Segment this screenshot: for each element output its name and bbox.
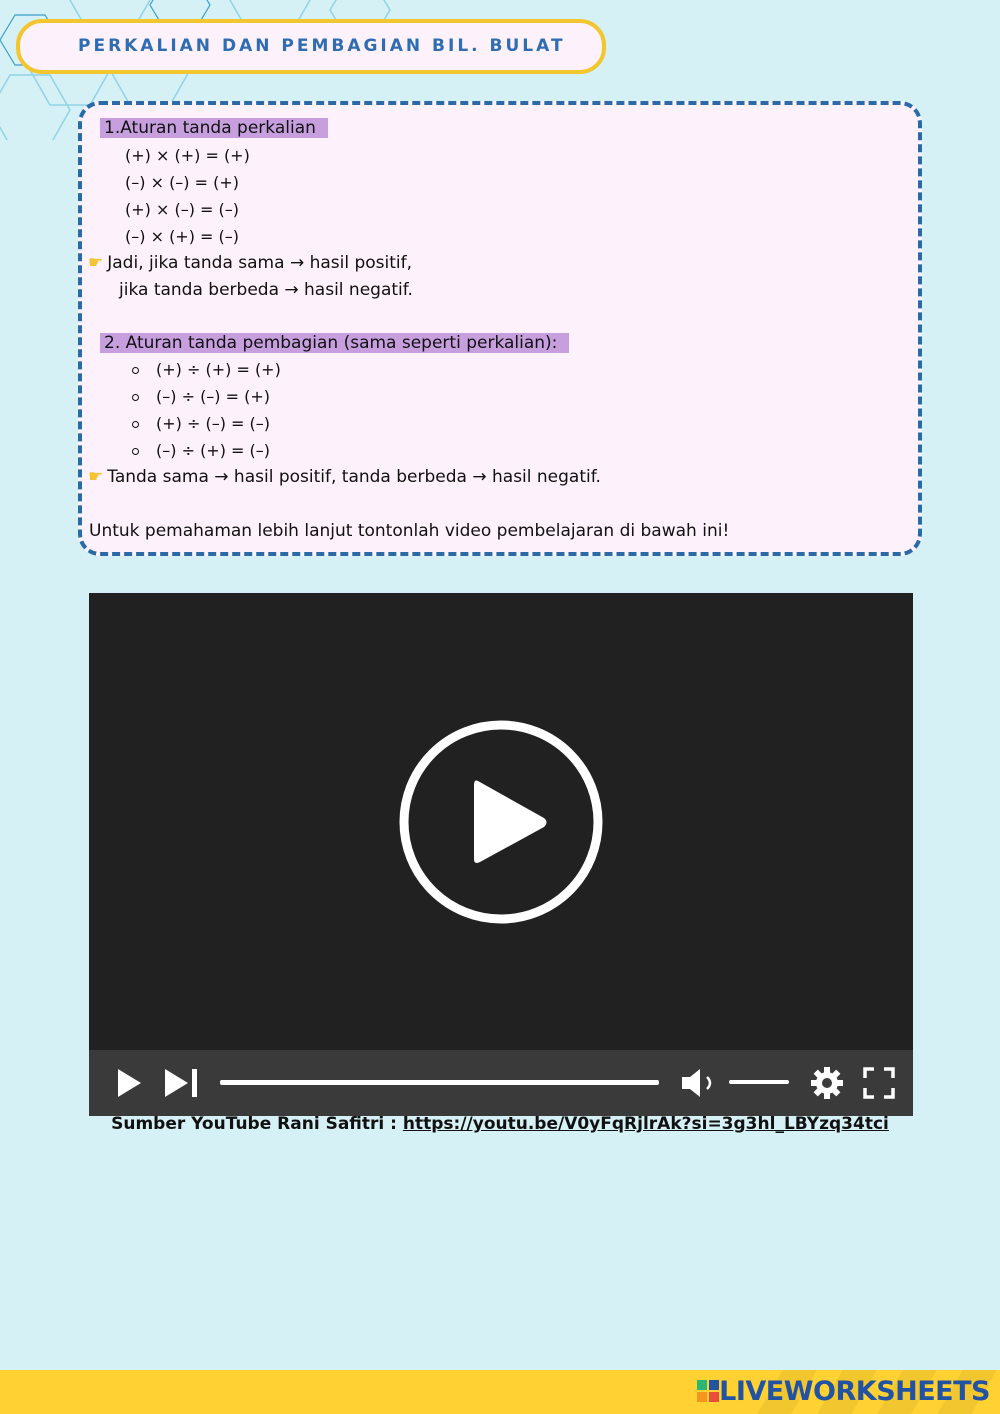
section1-heading-text: 1.Aturan tanda perkalian — [100, 118, 328, 138]
section2-note-text: Tanda sama → hasil positif, tanda berbeda → hasil negatif. — [107, 467, 601, 487]
video-controls — [89, 1050, 913, 1116]
page-title: PERKALIAN DAN PEMBAGIAN BIL. BULAT — [78, 36, 566, 56]
source-link[interactable]: https://youtu.be/V0yFqRjlrAk?si=3g3hl_LBYzq34tci — [402, 1114, 889, 1134]
multiplication-rule: (+) × (–) = (–) — [125, 200, 240, 219]
rules-panel — [78, 101, 922, 556]
multiplication-rule: (–) × (–) = (+) — [125, 173, 240, 192]
footer-brand: LIVEWORKSHEETS — [719, 1375, 990, 1407]
source-label: Sumber YouTube Rani Safitri : — [111, 1114, 403, 1134]
liveworksheets-logo-icon — [697, 1380, 719, 1402]
video-source — [0, 1114, 1000, 1134]
title-banner — [16, 19, 606, 74]
fullscreen-icon[interactable] — [863, 1067, 895, 1099]
section1-note-text: Jadi, jika tanda sama → hasil positif, — [107, 253, 413, 273]
progress-bar[interactable] — [220, 1080, 659, 1085]
play-icon[interactable] — [398, 719, 604, 925]
pointing-hand-icon: ☛ — [88, 467, 104, 487]
multiplication-rule: (+) × (+) = (+) — [125, 146, 250, 165]
section2-note — [88, 465, 601, 489]
division-rule: (–) ÷ (+) = (–) — [156, 441, 271, 460]
next-icon[interactable] — [163, 1068, 199, 1098]
bullet-icon — [132, 421, 139, 428]
section1-heading — [100, 116, 328, 140]
bullet-icon — [132, 394, 139, 401]
video-instruction: Untuk pemahaman lebih lanjut tontonlah video pembelajaran di bawah ini! — [89, 521, 730, 541]
division-rule: (–) ÷ (–) = (+) — [156, 387, 271, 406]
section2-heading — [100, 331, 569, 355]
division-rule: (+) ÷ (–) = (–) — [156, 414, 271, 433]
video-player[interactable] — [89, 593, 913, 1116]
bullet-icon — [132, 367, 139, 374]
play-icon[interactable] — [116, 1068, 142, 1098]
bullet-icon — [132, 448, 139, 455]
section2-heading-text: 2. Aturan tanda pembagian (sama seperti perkalian): — [100, 333, 569, 353]
pointing-hand-icon: ☛ — [88, 253, 104, 273]
volume-slider[interactable] — [729, 1080, 789, 1084]
multiplication-rule: (–) × (+) = (–) — [125, 227, 240, 246]
liveworksheets-logo — [697, 1373, 990, 1409]
settings-icon[interactable] — [810, 1066, 844, 1100]
volume-icon[interactable] — [680, 1067, 724, 1099]
section1-note-line2: jika tanda berbeda → hasil negatif. — [119, 280, 413, 300]
section1-note-line1 — [88, 251, 412, 275]
division-rule: (+) ÷ (+) = (+) — [156, 360, 281, 379]
